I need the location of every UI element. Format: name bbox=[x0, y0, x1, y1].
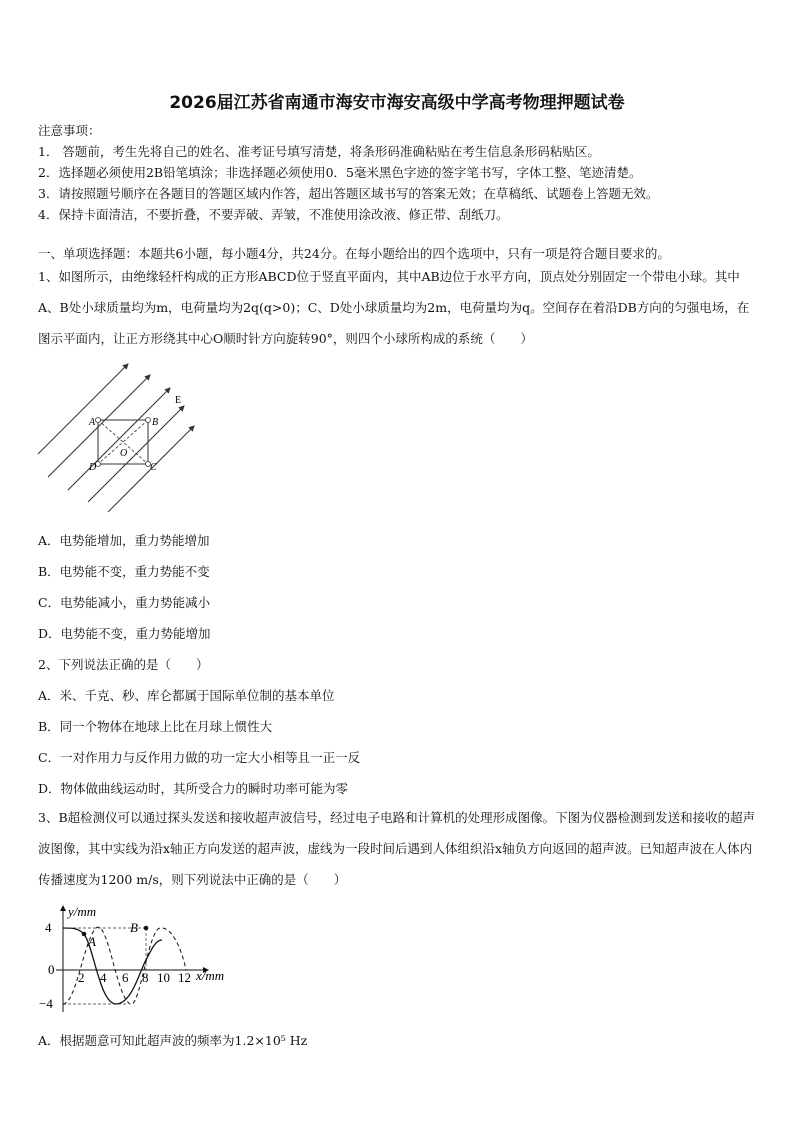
y-axis-label: y/mm bbox=[68, 904, 97, 919]
label-e: E bbox=[175, 395, 182, 406]
question-2-stem: 2、下列说法正确的是（ ） bbox=[38, 657, 209, 672]
x-tick-12: 12 bbox=[178, 970, 191, 985]
question-3-wave-graph bbox=[36, 900, 256, 1018]
question-1-stem: 1、如图所示，由绝缘轻杆构成的正方形ABCD位于竖直平面内，其中AB边位于水平方向，顶点处分别固定一个带电小球。其中A、B处小球质量均为m，电荷量均为2q(q>0)；C、D处小球质量均为2m，电荷量均为q。空间存在着沿DB方向的匀强电场，在图示平面内，让正方形绕其中心O顺时针方向旋转90°，则四个小球所构成的系统（ ） bbox=[38, 269, 750, 346]
notice-item-4: 4．保持卡面清洁，不要折叠，不要弄破、弄皱，不准使用涂改液、修正带、刮纸刀。 bbox=[38, 207, 509, 222]
notice-item-1: 1． 答题前，考生先将自己的姓名、准考证号填写清楚，将条形码准确粘贴在考生信息条形码粘贴区。 bbox=[38, 144, 600, 159]
q2-option-b: B．同一个物体在地球上比在月球上惯性大 bbox=[38, 719, 273, 734]
label-point-a: A bbox=[88, 934, 96, 949]
x-tick-4: 4 bbox=[100, 970, 107, 985]
notice-item-2: 2．选择题必须使用2B铅笔填涂；非选择题必须使用0．5毫米黑色字迹的签字笔书写，字体工整、笔迹清楚。 bbox=[38, 165, 642, 180]
x-tick-8: 8 bbox=[142, 970, 149, 985]
question-1-figure bbox=[36, 362, 196, 512]
q2-option-c: C．一对作用力与反作用力做的功一定大小相等且一正一反 bbox=[38, 750, 361, 765]
x-tick-10: 10 bbox=[157, 970, 170, 985]
label-a: A bbox=[89, 417, 96, 428]
y-tick-0: 0 bbox=[48, 962, 55, 977]
transmitted-wave-solid bbox=[63, 928, 162, 1004]
label-o: O bbox=[120, 448, 128, 459]
q1-option-d: D．电势能不变，重力势能增加 bbox=[38, 626, 211, 641]
q1-option-c: C．电势能减小，重力势能减小 bbox=[38, 595, 211, 610]
ball-d bbox=[96, 462, 101, 467]
notice-heading: 注意事项： bbox=[38, 123, 101, 138]
y-tick-4: 4 bbox=[45, 920, 52, 935]
q2-option-a: A．米、千克、秒、库仑都属于国际单位制的基本单位 bbox=[38, 688, 335, 703]
point-a bbox=[82, 932, 87, 937]
point-b bbox=[144, 926, 149, 931]
section-heading: 一、单项选择题：本题共6小题，每小题4分，共24分。在每小题给出的四个选项中，只有一项是符合题目要求的。 bbox=[38, 246, 670, 261]
page-title: 2026届江苏省南通市海安市海安高级中学高考物理押题试卷 bbox=[169, 93, 625, 113]
q1-option-b: B．电势能不变，重力势能不变 bbox=[38, 564, 210, 579]
q2-option-d: D．物体做曲线运动时，其所受合力的瞬时功率可能为零 bbox=[38, 781, 349, 796]
ball-b bbox=[146, 418, 151, 423]
question-3-stem: 3、B超检测仪可以通过探头发送和接收超声波信号，经过电子电路和计算机的处理形成图像。下图为仪器检测到发送和接收的超声波图像，其中实线为沿x轴正方向发送的超声波，虚线为一段时间后遇到人体组织沿x轴负方向返回的超声波。已知超声波在人体内传播速度为1200 m/s，则下列说法中正确的是（ ） bbox=[38, 810, 756, 887]
label-d: D bbox=[89, 462, 97, 473]
ball-a bbox=[96, 418, 101, 423]
y-tick-neg4: −4 bbox=[39, 996, 53, 1011]
q1-option-a: A．电势能增加，重力势能增加 bbox=[38, 533, 210, 548]
label-point-b: B bbox=[130, 920, 138, 935]
x-tick-2: 2 bbox=[78, 970, 85, 985]
x-tick-6: 6 bbox=[122, 970, 129, 985]
q3-option-a: A．根据题意可知此超声波的频率为1.2×10⁵ Hz bbox=[38, 1033, 308, 1048]
label-c: C bbox=[150, 462, 157, 473]
reflected-wave-dashed bbox=[63, 927, 186, 1004]
x-axis-label: x/mm bbox=[196, 968, 225, 983]
field-lines bbox=[38, 364, 194, 512]
notice-item-3: 3．请按照题号顺序在各题目的答题区域内作答，超出答题区域书写的答案无效；在草稿纸、试题卷上答题无效。 bbox=[38, 186, 659, 201]
label-b: B bbox=[152, 417, 159, 428]
